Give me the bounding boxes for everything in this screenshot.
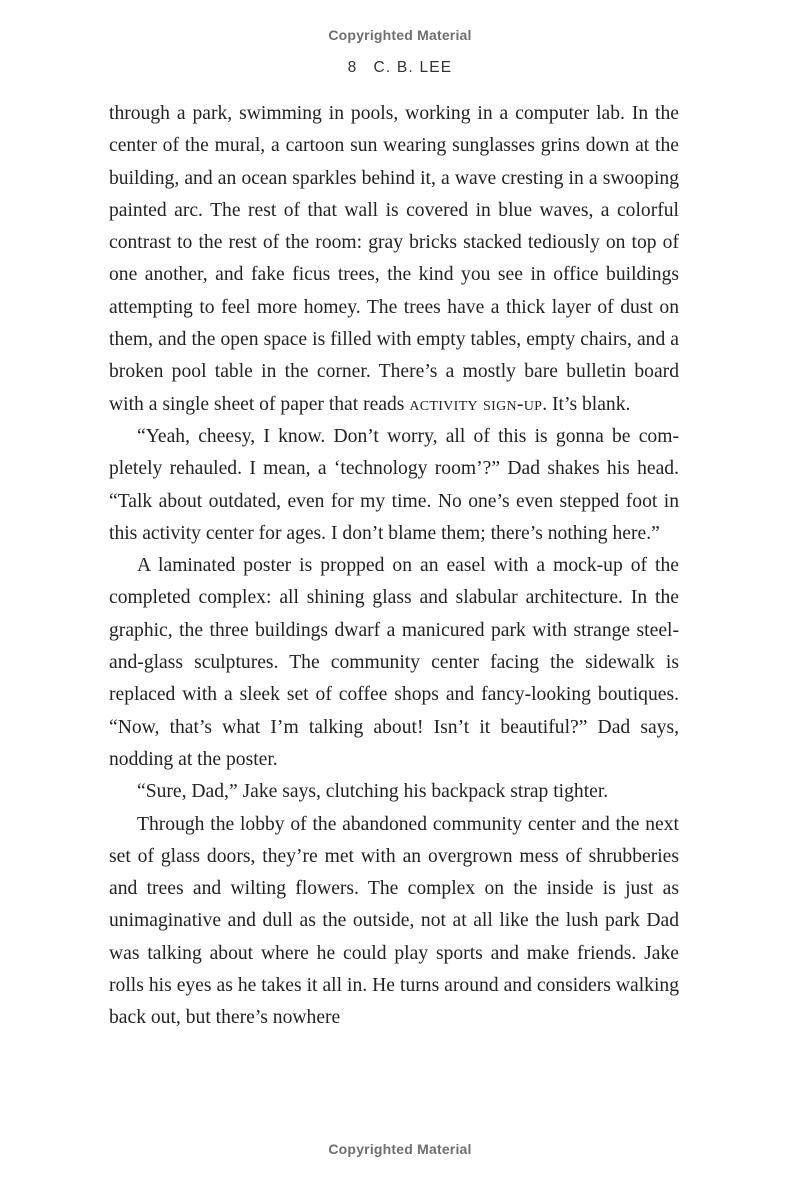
body-text xyxy=(109,98,679,1035)
paragraph: “Yeah, cheesy, I know. Don’t worry, all of this is gonna be completely rehauled. I mean, a ‘technology room’?” Dad shakes his head. “Talk about outdated, even for my time. No one’s even stepped foot in this activity center for ages. I don’t blame them; there’s nothing here.” xyxy=(109,425,679,544)
author-name: C. B. LEE xyxy=(373,59,453,76)
copyright-notice-top: Copyrighted Material xyxy=(328,27,472,43)
sign-text: activity sign-up xyxy=(409,393,543,415)
paragraph: “Sure, Dad,” Jake says, clutching his backpack strap tighter. xyxy=(137,781,609,803)
paragraph-text: . It’s blank. xyxy=(542,393,631,415)
paragraph: Through the lobby of the abandoned community center and the next set of glass doors, they’re met with an overgrown mess of shrubberies and trees and wilting flowers. The complex on the inside is just as unimaginative and dull as the outside, not at all like the lush park Dad was talking about where he could play sports and make friends. Jake rolls his eyes as he takes it all in. He turns around and considers walking back out, but there’s nowhere xyxy=(109,813,679,1029)
paragraph: A laminated poster is propped on an easel with a mock-up of the completed complex: all shining glass and slabular architecture. In the graphic, the three buildings dwarf a manicured park with strange steel-and-glass sculptures. The community center facing the sidewalk is replaced with a sleek set of coffee shops and fancy-looking boutiques. “Now, that’s what I’m talking about! Isn’t it beautiful?” Dad says, nodding at the poster. xyxy=(109,555,679,770)
copyright-notice-bottom: Copyrighted Material xyxy=(328,1141,472,1157)
paragraph-continued xyxy=(109,98,679,421)
paragraph-text: through a park, swimming in pools, working in a computer lab. In the center of the mural, a cartoon sun wearing sunglasses grins down at the building, and an ocean sparkles behind it, a wave cresting in a swooping painted arc. The rest of that wall is covered in blue waves, a colorful contrast to the rest of the room: gray bricks stacked tediously on top of one another, and fake ficus trees, the kind you see in office buildings attempting to feel more homey. The trees have a thick layer of dust on them, and the open space is filled with empty tables, empty chairs, and a broken pool table in the corner. There’s a mostly bare bulletin board with a single sheet of paper that reads xyxy=(109,103,679,415)
running-head xyxy=(0,59,800,77)
page-number: 8 xyxy=(347,59,358,76)
